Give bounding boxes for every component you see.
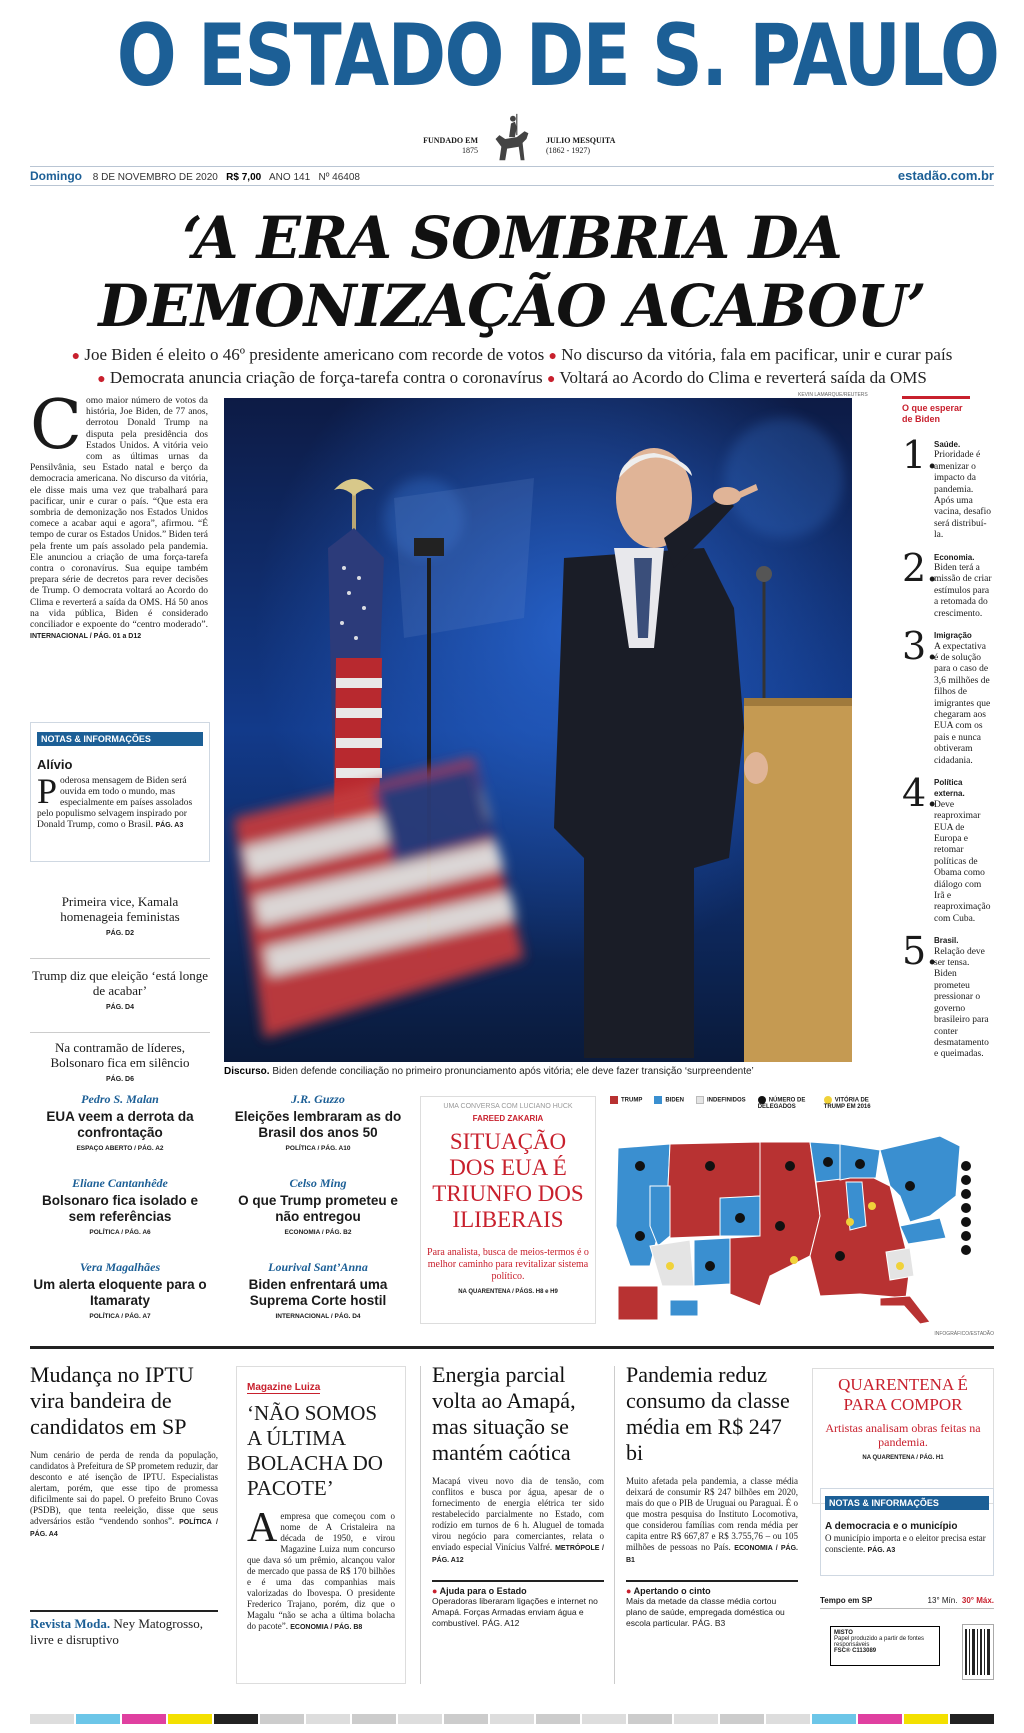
item-text: Prioridade é amenizar o impacto da pandemia. Após uma vacina, desafio será distribuí-la. [934, 450, 991, 541]
photo-credit: KEVIN LAMARQUE/REUTERS [798, 392, 868, 398]
column-author: Eliane Cantanhêde [72, 1176, 168, 1190]
divider [30, 958, 210, 959]
item-text: A expectativa é de solução para o caso de 3,6 milhões de filhos de imigrantes que chegaram aos EUA com os pais e nunca obtiveram cidadania. [934, 641, 991, 766]
quarentena-deck: Artistas analisam obras feitas na pandemia. [825, 1421, 981, 1449]
item-number: 4. [902, 770, 939, 815]
teaser-page: PÁG. D2 [105, 930, 134, 937]
teaser-kamala[interactable] [30, 894, 210, 941]
photo-caption [224, 1066, 852, 1077]
story-iptu[interactable] [30, 1362, 218, 1648]
column-teaser[interactable] [228, 1176, 408, 1236]
teaser-page: PÁG. D6 [105, 1076, 134, 1083]
story-body: empresa que começou com o nome de A Cristaleira na década de 1950, e virou Magazine Luiza num concurso que dava só um prêmio, alcançou valor de mercado que passa de R$ 170 bilhões e é uma das companhias mais valorizadas do Ibovespa. O presidente Frederico Trajano, porém, diz que o Magalu “não se acha a última bolacha do pacote”. [247, 1511, 395, 1631]
notes2-text: O município importa e o eleitor precisa estar consciente. [825, 1533, 986, 1554]
legend-trump: TRUMP [610, 1096, 642, 1104]
divider [30, 1032, 210, 1033]
lead-page-ref[interactable]: INTERNACIONAL / PÁG. 01 a D12 [30, 633, 142, 641]
barcode-bars [963, 1625, 993, 1679]
story-page: ECONOMIA / PÁG. B1 [626, 1545, 798, 1564]
column-headline: O que Trump prometeu e não entregou [238, 1193, 398, 1224]
barcode-icon [962, 1624, 994, 1680]
bullet-item: Democrata anuncia criação de força-tarefa contra o coronavírus [109, 368, 543, 387]
columnists [30, 1092, 430, 1332]
notes2-page[interactable]: PÁG. A3 [867, 1547, 896, 1554]
legend-delegates: NÚMERO DE DELEGADOS [757, 1097, 806, 1110]
story-page: ECONOMIA / PÁG. B8 [290, 1624, 363, 1631]
quarentena-box[interactable] [812, 1368, 994, 1504]
sidebar-item [902, 770, 992, 925]
revista-moda-text: Ney Matogrosso, livre e disruptivo [30, 1616, 203, 1647]
story-dropcap: A [247, 1505, 278, 1551]
story-magalu[interactable] [236, 1366, 406, 1684]
story-body: Num cenário de perda de renda da população, candidatos à Prefeitura de SP prometem reduzir, dar desconto e até isenção de IPTU. Especialistas alertam, porém, que esse tipo de promessa dificilmente sai do papel. O prefeito Bruno Covas (PSDB), que tenta reeleição, disse que seus adversários estão “vendendo sonhos”. [30, 1450, 218, 1526]
notes-title: Alívio [37, 757, 73, 772]
dateline-year: ANO 141 [269, 172, 311, 183]
column-author: Pedro S. Malan [81, 1092, 159, 1106]
column-headline: Eleições lembraram as do Brasil dos anos 50 [234, 1109, 402, 1140]
fsc-title: MISTO [834, 1630, 853, 1636]
print-color-bar [30, 1714, 994, 1724]
biden-photo-illustration [224, 398, 852, 1062]
zakaria-tag: UMA CONVERSA COM LUCIANO HUCK [443, 1103, 573, 1110]
item-number: 2. [902, 545, 939, 590]
bullet-dot-icon: ● [546, 372, 556, 387]
story-headline: ‘NÃO SOMOS A ÚLTIMA BOLACHA DO PACOTE’ [247, 1401, 383, 1500]
column-page: POLÍTICA / PÁG. A7 [89, 1313, 151, 1320]
notes-box-2 [820, 1488, 994, 1576]
main-headline [40, 204, 984, 340]
electoral-map [610, 1096, 994, 1337]
column-page: ECONOMIA / PÁG. B2 [284, 1229, 352, 1236]
item-title: Saúde. [934, 440, 961, 449]
column-teaser[interactable] [30, 1260, 210, 1320]
column-headline: EUA veem a derrota da confrontação [46, 1109, 194, 1140]
story-body: Macapá viveu novo dia de tensão, com conflitos e busca por água, apesar de o fornecimento de energia elétrica ter sido restabelecido parcialmente no Estado, com rodízio em turnos de 6 h. Aluguel de tomada virou negócio para comerciantes, relata o enviado especial Vinícius Valfré. [432, 1476, 604, 1552]
column-teaser[interactable] [228, 1260, 408, 1320]
weather-label: Tempo em SP [820, 1596, 873, 1605]
bullet-dot-icon: ● [97, 372, 106, 387]
founding-info [0, 108, 1024, 168]
story-page: METRÓPOLE / PÁG. A12 [432, 1545, 605, 1564]
item-title: Imigração [934, 631, 972, 641]
teaser-text: Na contramão de líderes, Bolsonaro fica em silêncio [50, 1040, 190, 1070]
dateline-number: Nº 46408 [318, 172, 360, 183]
story-pandemia[interactable]: Pandemia reduz consumo da classe média em R$ 247 bi Muito afetada pela pandemia, a classe média deixará de consumir R$ 247 bilhões em 2020, mais do que o PIB de Uruguai ou Paraguai. É o que mostra pesquisa do Instituto Locomotiva, que considerou famílias com renda média per capita entre R$ 667,87 e R$ 3.755,76 – ou 105 milhões de pessoas no País. ECONOMIA / PÁG. B1 ● Apertando o cinto Mais da metade da classe média cortou plano de saúde, empregada doméstica ou escola particular. PÁG. B3 [626, 1362, 798, 1628]
item-number: 1. [902, 433, 939, 477]
column-teaser[interactable] [30, 1176, 210, 1236]
weather [820, 1596, 994, 1609]
notes2-title: A democracia e o município [825, 1521, 958, 1532]
item-title: Economia. [934, 552, 975, 562]
item-number: 3. [902, 624, 939, 669]
divider [614, 1366, 615, 1684]
notes2-tag: NOTAS & INFORMAÇÕES [825, 1496, 989, 1510]
newspaper-name: O ESTADO DE S. PAULO [116, 6, 999, 106]
zakaria-headline: SITUAÇÃO DOS EUA É TRIUNFO DOS ILIBERAIS [432, 1129, 584, 1232]
main-photo [224, 398, 852, 1062]
sidebar-item [902, 433, 992, 542]
sidebar-item [902, 545, 992, 620]
notes-text: oderosa mensagem de Biden será ouvida em todo o mundo, mas especialmente em países assolados pelo populismo selvagem inspirado por Donald Trump, como o Brasil. [37, 776, 193, 830]
sub-headline: Ajuda para o Estado [439, 1586, 527, 1596]
column-teaser[interactable] [30, 1092, 210, 1152]
legend-biden: BIDEN [654, 1096, 684, 1104]
lead-text: omo maior número de votos da história, Joe Biden, de 77 anos, derrotou Donald Trump na disputa pela presidência dos Estados Unidos. A vitória veio com as últimas urnas da Pensilvânia, seu Estado natal e berço da democracia americana. No discurso da vitória, ele disse mais uma vez que trabalhará para pacificar, unir e curar o país. “Que esta era sombria de demonização nos Estados Unidos comece a acabar aqui e agora”, afirmou. “É tempo de curar os Estados Unidos.” Biden terá pela frente um país assolado pela pandemia. Ele anunciou a criação de uma força-tarefa contra o coronavírus. Sua equipe também prepara série de decretos para rever decisões de Trump. O democrata voltará ao Acordo do Clima e reverterá a saída da OMS. Há 50 anos na vida pública, Biden é considerado conciliador e expoente do “centro moderado”. [30, 396, 208, 631]
map-credit: INFOGRÁFICO/ESTADÃO [934, 1331, 994, 1337]
item-title: Brasil. [934, 936, 959, 946]
teaser-text: Trump diz que eleição ‘está longe de acabar’ [31, 968, 209, 998]
teaser-page: PÁG. D4 [105, 1004, 134, 1011]
column-headline: Biden enfrentará uma Suprema Corte hostil [248, 1277, 388, 1308]
sidebar-item [902, 624, 992, 767]
column-page: POLÍTICA / PÁG. A6 [89, 1229, 151, 1236]
bullet-item: Joe Biden é eleito o 46º presidente americano com recorde de votos [84, 345, 545, 364]
quarentena-headline: QUARENTENA É PARA COMPOR [838, 1375, 968, 1414]
notes-dropcap: P [37, 771, 58, 811]
caption-text: Biden defende conciliação no primeiro pronunciamento após vitória; ele deve fazer transição ‘surpreendente’ [269, 1066, 754, 1077]
sidebar-item [902, 929, 992, 1060]
weather-min: 13° Mín. [927, 1596, 958, 1605]
fsc-code: FSC® C113089 [834, 1648, 877, 1654]
legend-2016: VITÓRIA DE TRUMP EM 2016 [823, 1097, 871, 1110]
teaser-trump[interactable] [30, 968, 210, 1015]
column-page: POLÍTICA / PÁG. A10 [285, 1145, 351, 1152]
zakaria-author: FAREED ZAKARIA [472, 1114, 544, 1123]
story-headline: Pandemia reduz consumo da classe média em R$ 247 bi [626, 1362, 790, 1465]
bullet-dot-icon: ● [71, 349, 81, 364]
teaser-text: Primeira vice, Kamala homenageia feministas [60, 894, 180, 924]
notes-box [30, 722, 210, 862]
story-body: Muito afetada pela pandemia, a classe média deixará de consumir R$ 247 bilhões em 2020, mais do que o PIB de Uruguai ou Paraguai. É o que mostra pesquisa do Instituto Locomotiva, que considerou famílias com renda média per capita entre R$ 667,87 e R$ 3.755,76 – ou 105 milhões de pessoas no País. [626, 1476, 798, 1552]
sidebar-title: O que esperar de Biden [902, 396, 970, 425]
founded-year: 1875 [462, 146, 478, 155]
quarentena-page: NA QUARENTENA / PÁG. H1 [862, 1455, 944, 1461]
bullet-item: No discurso da vitória, fala em pacificar, unir e curar país [561, 345, 953, 364]
zakaria-deck: Para analista, busca de meios-termos é o melhor caminho para revitalizar sistema político. [427, 1247, 589, 1282]
column-author: Vera Magalhães [79, 1260, 161, 1274]
zakaria-page: NA QUARENTENA / PÁGS. H8 e H9 [458, 1289, 558, 1295]
lead-dropcap: C [30, 386, 83, 465]
sub-headline: Apertando o cinto [633, 1586, 711, 1596]
column-headline: Um alerta eloquente para o Itamaraty [33, 1277, 207, 1308]
notes-tag: NOTAS & INFORMAÇÕES [37, 732, 203, 746]
story-headline: Mudança no IPTU vira bandeira de candidatos em SP [30, 1362, 194, 1439]
founder-name: JULIO MESQUITA [546, 136, 616, 145]
headline-bullets [40, 344, 984, 390]
dateline [30, 166, 994, 186]
notes-page-ref[interactable]: PÁG. A3 [155, 822, 184, 829]
item-number: 5. [902, 929, 939, 974]
section-divider [30, 1346, 994, 1349]
zakaria-box[interactable] [420, 1096, 596, 1324]
column-author: Lourival Sant’Anna [268, 1260, 368, 1274]
column-page: ESPAÇO ABERTO / PÁG. A2 [76, 1145, 164, 1152]
item-text: Relação deve ser tensa. Biden prometeu pressionar o governo brasileiro para conter desmatamento e queimadas. [934, 946, 989, 1060]
us-map-svg [610, 1126, 994, 1326]
column-page: INTERNACIONAL / PÁG. D4 [275, 1313, 361, 1320]
dateline-date: 8 DE NOVEMBRO DE 2020 [92, 172, 218, 183]
column-author: J.R. Guzzo [291, 1092, 345, 1106]
fsc-seal [830, 1626, 940, 1666]
story-headline: Energia parcial volta ao Amapá, mas situação se mantém caótica [432, 1362, 576, 1465]
story-tag: Magazine Luiza [247, 1382, 321, 1393]
teaser-bolsonaro[interactable] [30, 1040, 210, 1087]
divider [420, 1366, 421, 1684]
bullet-item: Voltará ao Acordo do Clima e reverterá saída da OMS [559, 368, 927, 387]
founder-dates: (1862 - 1927) [546, 146, 590, 155]
caption-label: Discurso. [224, 1066, 270, 1077]
legend-undecided: INDEFINIDOS [696, 1096, 746, 1104]
sub-body: Operadoras liberaram ligações e internet no Amapá. Forças Armadas enviam água e combustível. PÁG. A12 [432, 1596, 598, 1628]
column-author: Celso Ming [289, 1176, 347, 1190]
column-teaser[interactable] [228, 1092, 408, 1152]
headline-line-2: DEMONIZAÇÃO ACABOU’ [98, 272, 926, 340]
fsc-text: Papel produzido a partir de fontes responsáveis [834, 1636, 925, 1648]
lead-story [30, 386, 208, 642]
site-link[interactable]: estadão.com.br [897, 168, 994, 183]
masthead [30, 6, 999, 106]
sub-body: Mais da metade da classe média cortou plano de saúde, empregada doméstica ou escola particular. PÁG. B3 [626, 1596, 785, 1628]
dateline-day: Domingo [30, 169, 82, 183]
horse-rider-logo-icon [482, 110, 540, 168]
sidebar-what-to-expect [902, 396, 992, 1071]
weather-max: 30° Máx. [961, 1596, 994, 1605]
item-text: Biden terá a missão de criar estímulos para a retomada do crescimento. [934, 563, 992, 619]
map-legend [610, 1096, 994, 1126]
founded-label: FUNDADO EM [423, 136, 478, 145]
story-amapa[interactable]: Energia parcial volta ao Amapá, mas situação se mantém caótica Macapá viveu novo dia de tensão, com conflitos e busca por água, apesar de o fornecimento de energia elétrica ter sido restabelecido parcialmente no Estado, com rodízio em turnos de 6 h. Aluguel de tomada virou negócio para comerciantes, relata o enviado especial Vinícius Valfré. METRÓPOLE / PÁG. A12 ● Ajuda para o Estado Operadoras liberaram ligações e internet no Amapá. Forças Armadas enviam água e combustível. PÁG. A12 [432, 1362, 605, 1628]
item-title: Política externa. [934, 777, 965, 799]
column-headline: Bolsonaro fica isolado e sem referências [41, 1193, 199, 1224]
revista-moda-label: Revista Moda. [30, 1616, 111, 1631]
dateline-price: R$ 7,00 [226, 172, 262, 183]
headline-line-1: ‘A ERA SOMBRIA DA [182, 204, 842, 272]
item-text: Deve reaproximar EUA de Europa e retomar políticas de Obama como diálogo com Irã e reaproximação com Cuba. [934, 799, 991, 924]
bullet-dot-icon: ● [548, 349, 557, 364]
story-page: POLÍTICA / PÁG. A4 [30, 1519, 219, 1538]
